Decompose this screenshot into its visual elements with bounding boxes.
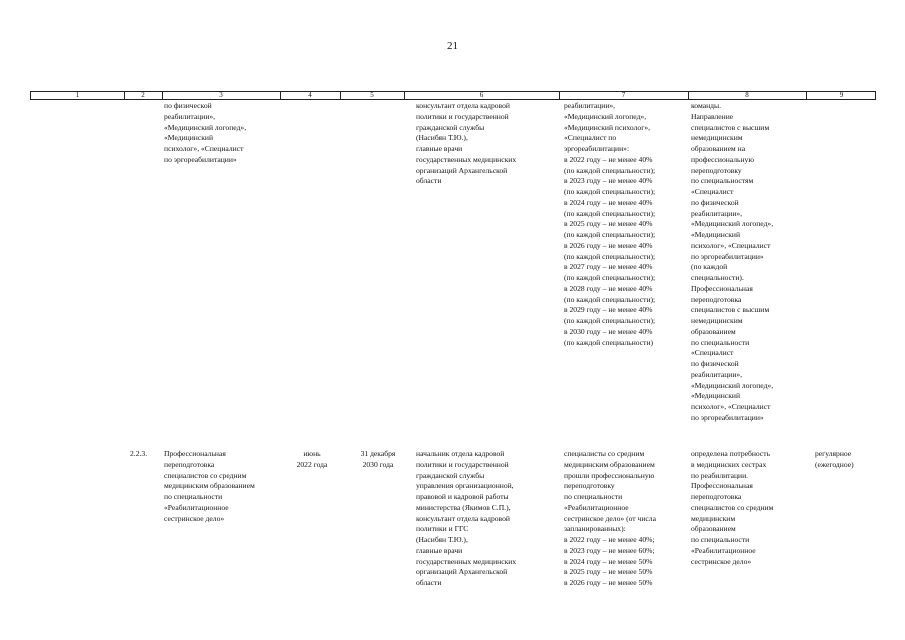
row1-indicator: реабилитации», «Медицинский логопед», «Медицинский психолог», «Специалист по эргореабилитации»: в 2022 году – не менее 40% (по каждой специальности); в 2023 году – не менее 40% (по каждой специальности); в 2024 году – не менее 40% (по каждой специальности); в 2025 году – не менее 40% (по каждой специальности); в 2026 году – не менее 40% (по каждой специальности); в 2027 году – не менее 40% (по каждой специальности); в 2028 году – не менее 40% (по каждой специальности); в 2029 году – не менее 40% (по каждой специальности); в 2030 году – не менее 40% (по каждой специальности)	[564, 101, 656, 347]
row2-end-date: 31 декабря 2030 года	[360, 449, 396, 469]
column-header-4: 4	[308, 91, 312, 99]
row2-number: 2.2.3.	[130, 449, 148, 458]
row2-indicator: специалисты со средним медицинским образованием прошли профессиональную переподготовку по специальности «Реабилитационное сестринское дело» (от числа запланированных): в 2022 году – не менее 40%; в 2023 году – не менее 60%; в 2024 году – не менее 50% в 2025 году – не менее 50% в 2026 году – не менее 50%	[564, 449, 656, 587]
row1-result: команды. Направление специалистов с высшим немедицинским образованием на профессиональную переподготовку по специальностям «Специалист по физической реабилитации», «Медицинский логопед», «Медицинский психолог», «Специалист по эргореабилитации» (по каждой специальности). Профессиональная переподготовка специалистов с высшим немедицинским образованием по специальности «Специалист по физической реабилитации», «Медицинский логопед», «Медицинский психолог», «Специалист по эргореабилитации»	[691, 101, 774, 422]
column-header-1: 1	[75, 91, 80, 99]
row1-responsible: консультант отдела кадровой политики и государственной гражданской службы (Насибян Т.Ю.), главные врачи государственных медицинских организаций Архангельской области	[416, 101, 517, 186]
page-number: 21	[447, 40, 458, 52]
row1-name: по физической реабилитации», «Медицинский логопед», «Медицинский психолог», «Специалист по эргореабилитации»	[164, 101, 247, 164]
row2-start-date: июнь 2022 года	[296, 449, 328, 469]
column-header-2: 2	[141, 91, 145, 99]
column-header-6: 6	[479, 91, 484, 99]
column-header-5: 5	[370, 91, 374, 99]
column-header-3: 3	[219, 91, 223, 99]
column-header-7: 7	[621, 91, 626, 99]
table-header-row	[30, 91, 876, 100]
row2-result: определена потребность в медицинских сестрах по реабилитации. Профессиональная переподготовка специалистов со средним медицинским образованием по специальности «Реабилитационное сестринское дело»	[691, 449, 774, 566]
column-header-9: 9	[839, 91, 844, 99]
row2-name: Профессиональная переподготовка специалистов со средним медицинским образованием по специальности «Реабилитационное сестринское дело»	[164, 449, 255, 523]
column-header-8: 8	[745, 91, 749, 99]
row2-periodicity: регулярное (ежегодное)	[815, 449, 854, 469]
row2-responsible: начальник отдела кадровой политики и государственной гражданской службы управления организационной, правовой и кадровой работы министерства (Якимов С.П.), консультант отдела кадровой политики и ГГС (Насибян Т.Ю.), главные врачи государственных медицинских организаций Архангельской области	[416, 449, 517, 587]
